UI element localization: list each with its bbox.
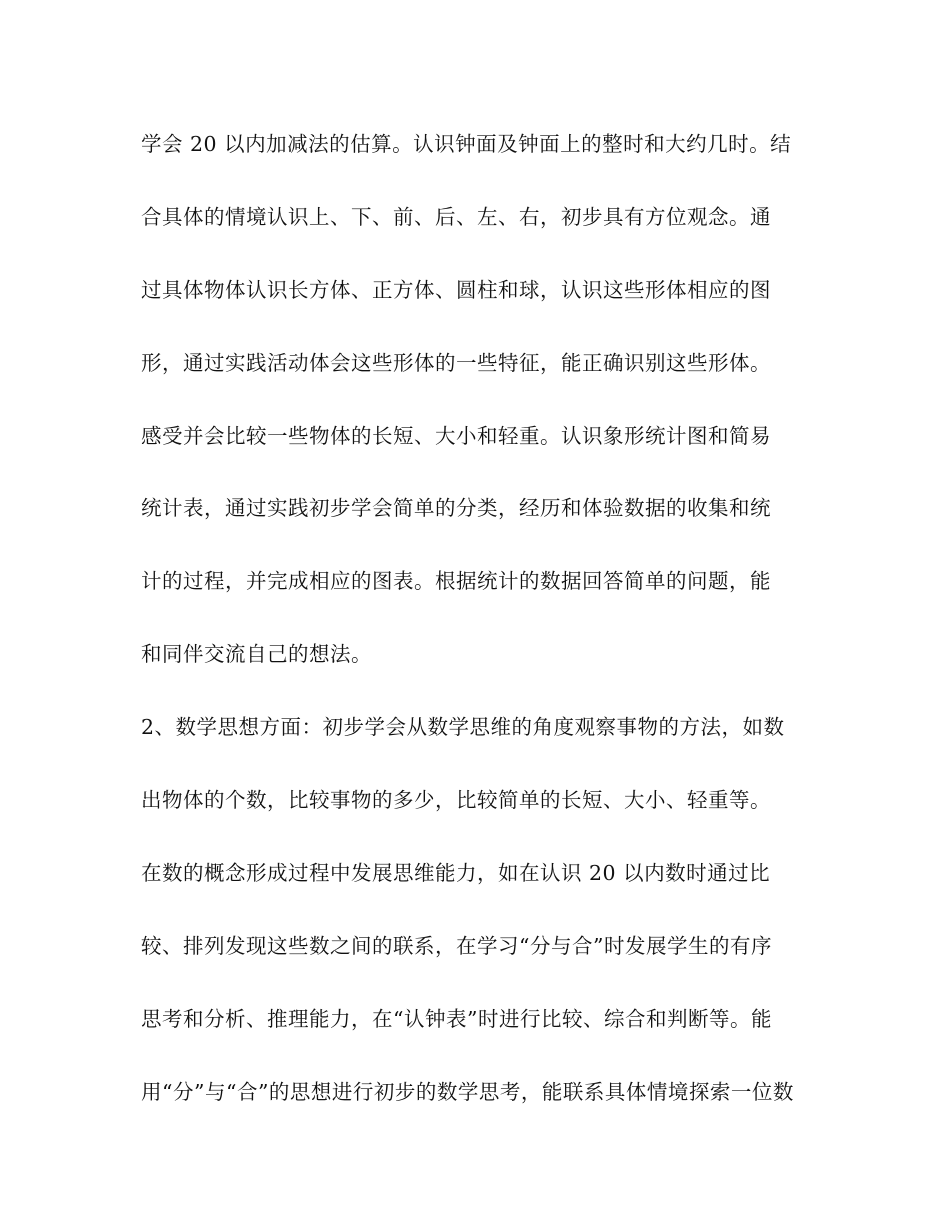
text-line: 计的过程，并完成相应的图表。根据统计的数据回答简单的问题，能 — [141, 569, 771, 594]
text-line: 合具体的情境认识上、下、前、后、左、右，初步具有方位观念。通 — [141, 204, 771, 229]
text-line: 和同伴交流自己的想法。 — [141, 642, 372, 667]
body-text — [141, 124, 821, 1144]
text-line: 用“分”与“合”的思想进行初步的数学思考，能联系具体情境探索一位数 — [141, 1079, 794, 1104]
text-line: 出物体的个数，比较事物的多少，比较简单的长短、大小、轻重等。 — [141, 788, 771, 813]
text-line: 思考和分析、推理能力，在“认钟表”时进行比较、综合和判断等。能 — [141, 1006, 772, 1031]
text-line: 形，通过实践活动体会这些形体的一些特征，能正确识别这些形体。 — [141, 350, 771, 375]
text-line: 统计表，通过实践初步学会简单的分类，经历和体验数据的收集和统 — [141, 496, 771, 521]
text-line: 感受并会比较一些物体的长短、大小和轻重。认识象形统计图和简易 — [141, 423, 771, 448]
text-line: 学会 20 以内加减法的估算。认识钟面及钟面上的整时和大约几时。结 — [141, 132, 792, 156]
text-line: 在数的概念形成过程中发展思维能力，如在认识 20 以内数时通过比 — [141, 860, 771, 885]
text-line: 2、数学思想方面：初步学会从数学思维的角度观察事物的方法，如数 — [141, 715, 785, 740]
text-line: 较、排列发现这些数之间的联系，在学习“分与合”时发展学生的有序 — [141, 933, 772, 958]
text-line: 过具体物体认识长方体、正方体、圆柱和球，认识这些形体相应的图 — [141, 277, 771, 302]
